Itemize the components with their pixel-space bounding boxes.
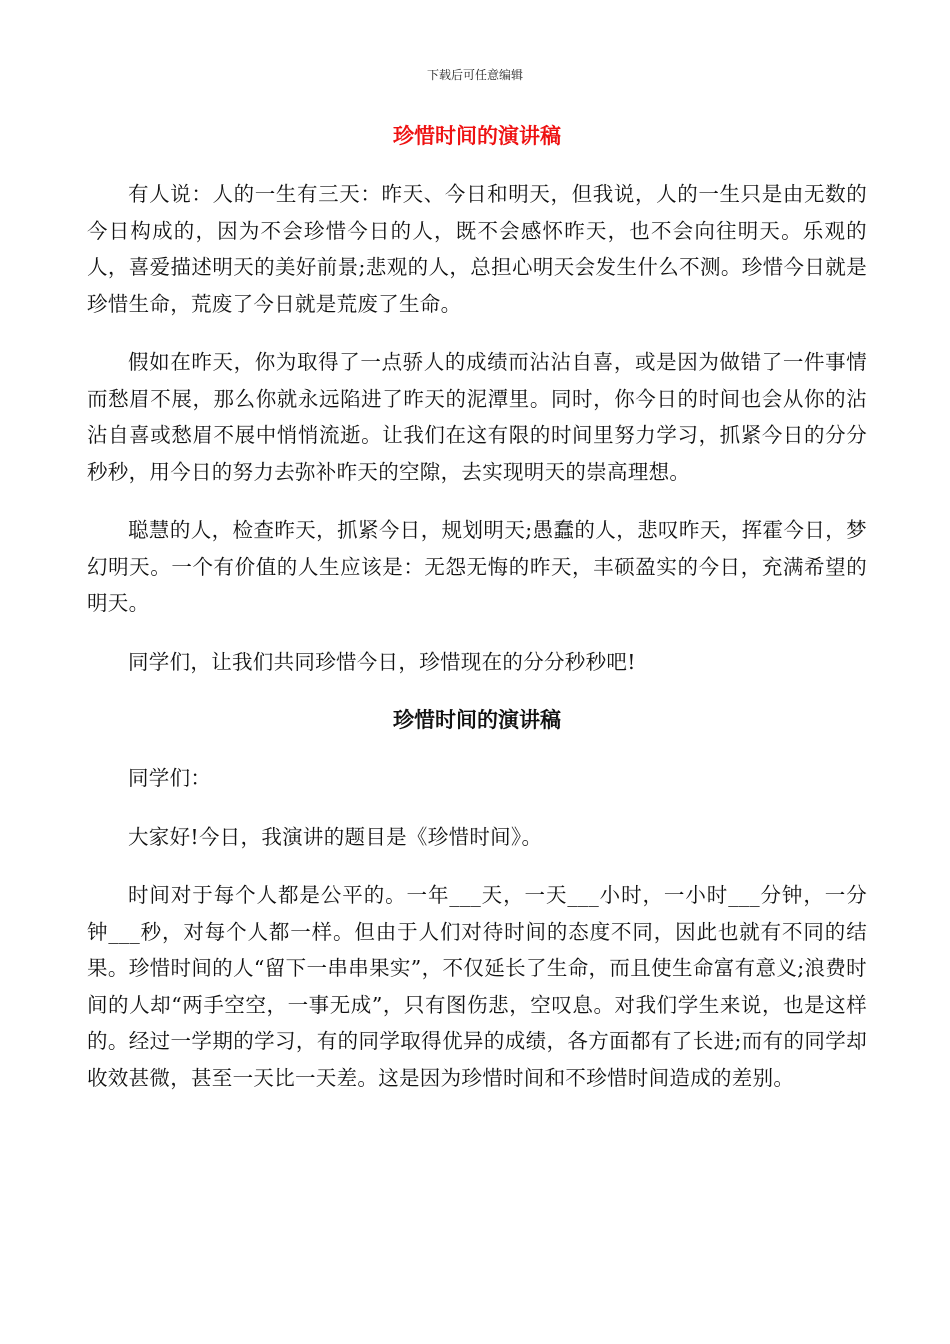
salutation: 同学们： [128, 766, 212, 790]
greeting: 大家好!今日，我演讲的题目是《珍惜时间》。 [128, 824, 543, 849]
paragraph-4: 同学们，让我们共同珍惜今日，珍惜现在的分分秒秒吧! [128, 649, 636, 674]
document-body [87, 118, 867, 1118]
paragraph-1: 有人说：人的一生有三天：昨天、今日和明天，但我说，人的一生只是由无数的今日构成的，因为不会珍惜今日的人，既不会感怀昨天，也不会向往明天。乐观的人，喜爱描述明天的美好前景;悲观的人，总担心明天会发生什么不测。珍惜今日就是珍惜生命，荒废了今日就是荒废了生命。 [87, 182, 867, 316]
document-title: 珍惜时间的演讲稿 [393, 124, 561, 148]
header-note: 下载后可任意编辑 [426, 68, 523, 82]
paragraph-5: 时间对于每个人都是公平的。一年___天，一天___小时，一小时___分钟，一分钟___秒，对每个人都一样。但由于人们对待时间的态度不同，因此也就有不同的结果。珍惜时间的人“留下一串串果实”，不仅延长了生命，而且使生命富有意义;浪费时间的人却“两手空空，一事无成”，只有图伤悲，空叹息。对我们学生来说，也是这样的。经过一学期的学习，有的同学取得优异的成绩，各方面都有了长进;而有的同学却收效甚微，甚至一天比一天差。这是因为珍惜时间和不珍惜时间造成的差别。 [87, 883, 867, 1090]
section-title: 珍惜时间的演讲稿 [393, 708, 561, 732]
paragraph-3: 聪慧的人，检查昨天，抓紧今日，规划明天;愚蠢的人，悲叹昨天，挥霍今日，梦幻明天。一个有价值的人生应该是：无怨无悔的昨天，丰硕盈实的今日，充满希望的明天。 [87, 518, 867, 615]
paragraph-2: 假如在昨天，你为取得了一点骄人的成绩而沾沾自喜，或是因为做错了一件事情而愁眉不展，那么你就永远陷进了昨天的泥潭里。同时，你今日的时间也会从你的沾沾自喜或愁眉不展中悄悄流逝。让我们在这有限的时间里努力学习，抓紧今日的分分秒秒，用今日的努力去弥补昨天的空隙，去实现明天的崇高理想。 [87, 350, 867, 484]
